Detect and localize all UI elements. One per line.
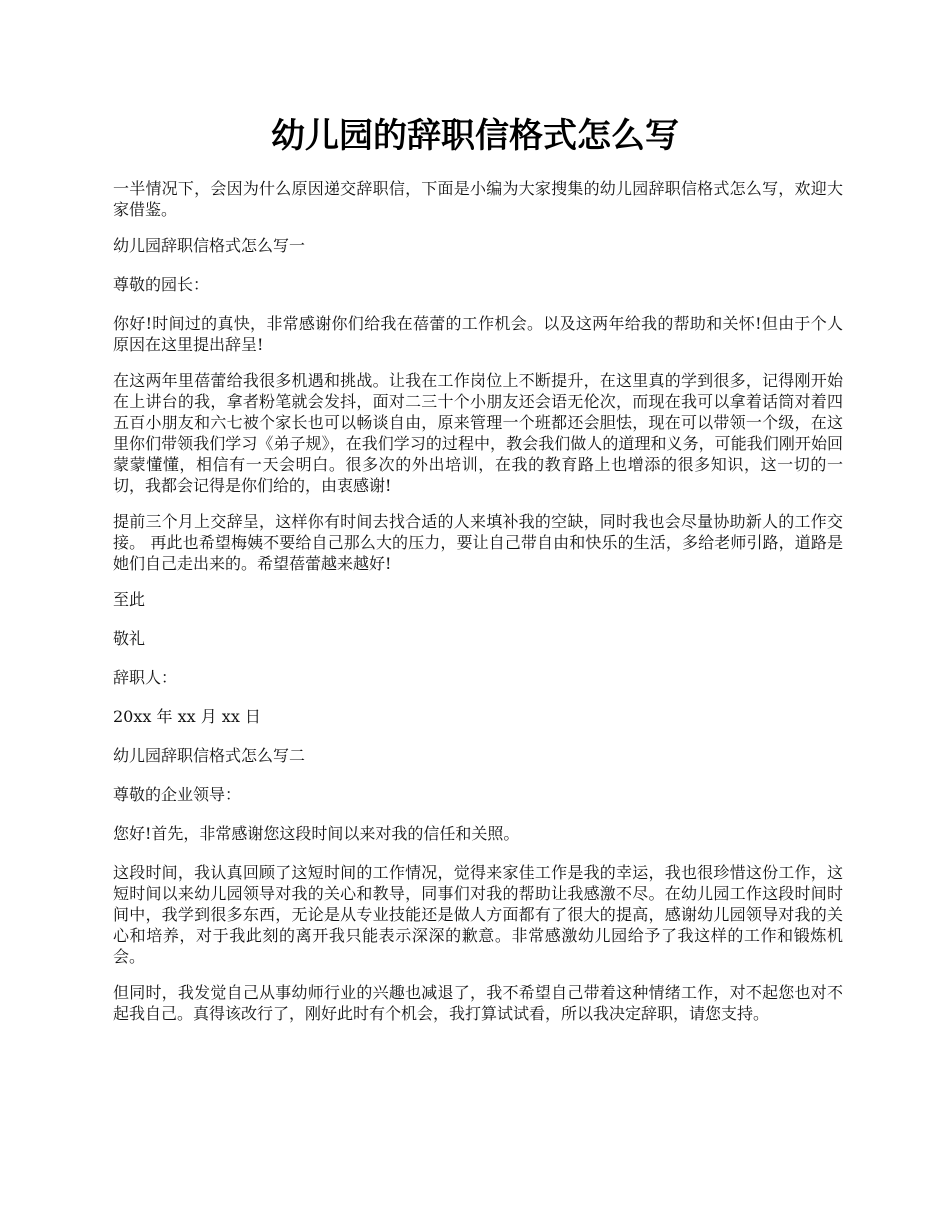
closing-line: 至此 bbox=[113, 590, 146, 609]
signature-label: 辞职人： bbox=[113, 668, 178, 687]
section-heading-two: 幼儿园辞职信格式怎么写二 bbox=[113, 746, 306, 765]
closing-regards: 敬礼 bbox=[113, 629, 146, 648]
letter-two-paragraph: 这段时间，我认真回顾了这短时间的工作情况，觉得来家佳工作是我的幸运，我也很珍惜这份工作，这短时间以来幼儿园领导对我的关心和教导，同事们对我的帮助让我感激不尽。在幼儿园工作这段时间时间中，我学到很多东西，无论是从专业技能还是做人方面都有了很大的提高，感谢幼儿园领导对我的关心和培养，对于我此刻的离开我只能表示深深的歉意。非常感激幼儿园给予了我这样的工作和锻炼机会。 bbox=[113, 863, 843, 966]
salutation-two: 尊敬的企业领导： bbox=[113, 785, 242, 804]
letter-one-paragraph: 在这两年里蓓蕾给我很多机遇和挑战。让我在工作岗位上不断提升，在这里真的学到很多，记得刚开始在上讲台的我，拿者粉笔就会发抖，面对二三十个小朋友还会语无伦次，而现在我可以拿着话筒对着四五百小朋友和六七被个家长也可以畅谈自由，原来管理一个班都还会胆怯，现在可以带领一个级，在这里你们带领我们学习《弟子规》，在我们学习的过程中，教会我们做人的道理和义务，可能我们刚开始回蒙蒙懂懂，相信有一天会明白。很多次的外出培训，在我的教育路上也增添的很多知识，这一切的一切，我都会记得是你们给的，由衷感谢! bbox=[113, 371, 843, 495]
document-body bbox=[113, 178, 843, 1039]
letter-one-paragraph: 提前三个月上交辞呈，这样你有时间去找合适的人来填补我的空缺，同时我也会尽量协助新人的工作交接。 再此也希望梅姨不要给自己那么大的压力，要让自己带自由和快乐的生活，多给老师引路，道路是她们自己走出来的。希望蓓蕾越来越好! bbox=[113, 512, 843, 573]
letter-two-paragraph: 您好!首先，非常感谢您这段时间以来对我的信任和关照。 bbox=[113, 824, 520, 843]
intro-paragraph: 一半情况下，会因为什么原因递交辞职信，下面是小编为大家搜集的幼儿园辞职信格式怎么写，欢迎大家借鉴。 bbox=[113, 179, 843, 219]
letter-one-paragraph: 你好!时间过的真快，非常感谢你们给我在蓓蕾的工作机会。以及这两年给我的帮助和关怀!但由于个人原因在这里提出辞呈! bbox=[113, 314, 843, 354]
letter-two-paragraph: 但同时，我发觉自己从事幼师行业的兴趣也减退了，我不希望自己带着这种情绪工作，对不起您也对不起我自己。真得该改行了，刚好此时有个机会，我打算试试看，所以我决定辞职，请您支持。 bbox=[113, 983, 843, 1023]
date-line: 20xx 年 xx 月 xx 日 bbox=[113, 707, 261, 726]
section-heading-one: 幼儿园辞职信格式怎么写一 bbox=[113, 236, 306, 255]
salutation-one: 尊敬的园长： bbox=[113, 275, 210, 294]
document-title: 幼儿园的辞职信格式怎么写 bbox=[271, 116, 679, 156]
